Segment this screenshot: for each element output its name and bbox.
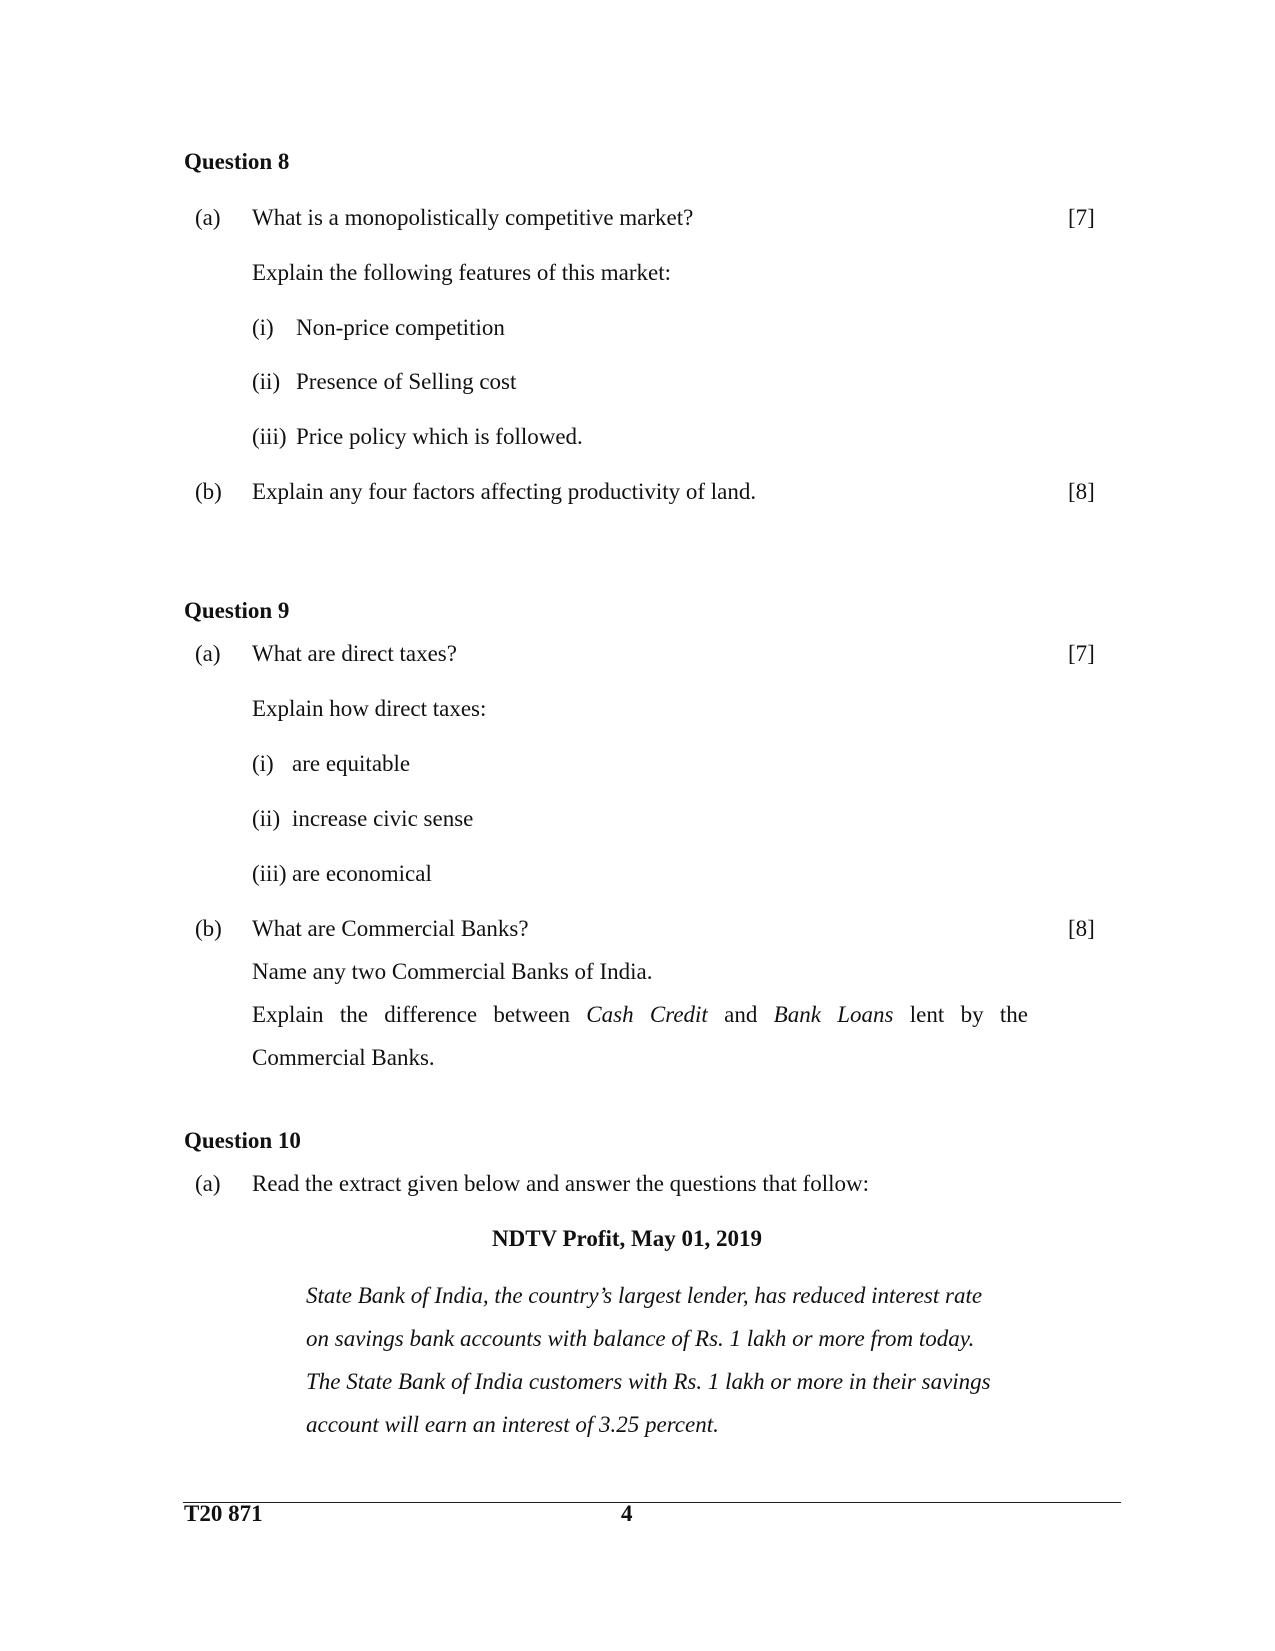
q9-a-label: (a) [195,641,221,666]
footer-paper-code: T20 871 [184,1501,263,1526]
q8-b-label: (b) [195,479,222,504]
q9-b-label: (b) [195,916,222,941]
q10-a-label: (a) [195,1171,221,1196]
q8-a-item-3-num: (iii) [252,424,287,449]
q9-a-item-1-num: (i) [252,751,274,776]
q8-a-item-1-num: (i) [252,315,274,340]
q8-a-question: What is a monopolistically competitive market? [252,205,694,230]
q8-b-marks: [8] [1068,479,1095,504]
q9-b-term-bank-loans: Bank Loans [773,1002,894,1027]
q9-a-item-3-num: (iii) [252,861,287,886]
q9-b-explain-line [252,1001,1028,1030]
q8-a-item-1-text: Non-price competition [296,315,505,340]
question-9-title: Question 9 [184,598,290,623]
q9-a-item-2-text: increase civic sense [292,806,474,831]
q9-b-explain-pre: Explain the difference between [252,1002,570,1027]
q8-a-item-3-text: Price policy which is followed. [296,424,583,449]
q8-b-question: Explain any four factors affecting productivity of land. [252,479,757,504]
q9-a-explain: Explain how direct taxes: [252,696,487,721]
footer-rule [183,1502,1121,1503]
question-10-title: Question 10 [184,1128,301,1153]
question-8-title: Question 8 [184,149,290,174]
q9-b-question: What are Commercial Banks? [252,916,529,941]
q9-a-item-3-text: are economical [292,861,432,886]
q9-b-explain-tail: Commercial Banks. [252,1045,435,1070]
q9-a-question: What are direct taxes? [252,641,457,666]
q9-b-marks: [8] [1068,916,1095,941]
q9-a-item-2-num: (ii) [252,806,281,831]
q8-a-item-2-num: (ii) [252,369,281,394]
q9-a-item-1-text: are equitable [292,751,411,776]
q8-a-item-2-text: Presence of Selling cost [296,369,517,394]
q8-a-explain: Explain the following features of this market: [252,260,671,285]
q9-a-marks: [7] [1068,641,1095,666]
extract-line-1: State Bank of India, the country’s largest lender, has reduced interest rate [306,1283,983,1308]
extract-line-2: on savings bank accounts with balance of Rs. 1 lakh or more from today. [306,1326,975,1351]
q9-b-term-cash-credit: Cash Credit [586,1002,708,1027]
q10-a-question: Read the extract given below and answer the questions that follow: [252,1171,869,1196]
extract-line-4: account will earn an interest of 3.25 percent. [306,1412,719,1437]
q9-b-and: and [724,1002,758,1027]
extract-source-heading: NDTV Profit, May 01, 2019 [492,1226,763,1251]
q8-a-label: (a) [195,205,221,230]
footer-page-number: 4 [621,1501,633,1526]
q8-a-marks: [7] [1068,205,1095,230]
extract-line-3: The State Bank of India customers with Rs. 1 lakh or more in their savings [306,1369,991,1394]
q9-b-name-line: Name any two Commercial Banks of India. [252,959,653,984]
q9-b-explain-post: lent by the [909,1002,1029,1027]
